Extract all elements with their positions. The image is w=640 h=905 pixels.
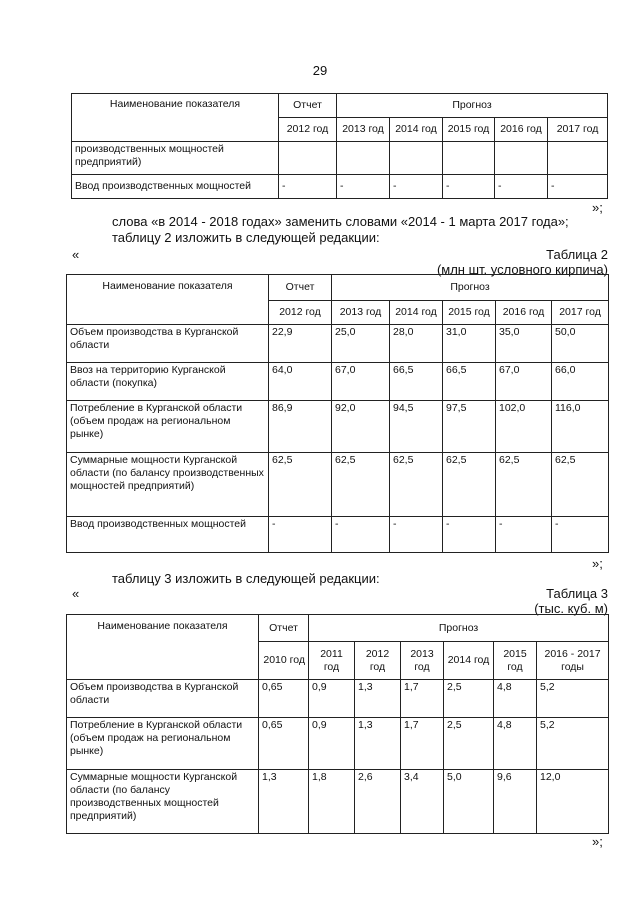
header-year: 2011 год (309, 642, 355, 680)
paragraph-3: таблицу 3 изложить в следующей редакции: (112, 571, 380, 586)
row-label: Потребление в Курганской области (объем продаж на региональном рынке) (67, 718, 259, 770)
paragraph-1: слова «в 2014 - 2018 годах» заменить словами «2014 - 1 марта 2017 года»; (112, 214, 569, 229)
table-row (67, 718, 609, 770)
table-3 (66, 614, 609, 834)
row-label: Объем производства в Курганской области (67, 325, 269, 363)
table-row (72, 175, 608, 199)
cell: 1,7 (401, 680, 444, 718)
cell: 0,9 (309, 680, 355, 718)
table-row (67, 680, 609, 718)
paragraph-2: таблицу 2 изложить в следующей редакции: (112, 230, 380, 245)
cell: 5,2 (537, 718, 609, 770)
header-year: 2016 год (495, 118, 548, 142)
table-2 (66, 274, 609, 553)
header-year: 2015 год (443, 301, 496, 325)
cell: 116,0 (552, 401, 609, 453)
cell: 1,3 (355, 718, 401, 770)
cell: 22,9 (269, 325, 332, 363)
cell: 2,5 (444, 718, 494, 770)
cell: - (390, 517, 443, 553)
cell: - (443, 517, 496, 553)
cell (443, 142, 495, 175)
cell: 62,5 (552, 453, 609, 517)
cell (390, 142, 443, 175)
table-row (67, 770, 609, 834)
closing-quote: »; (592, 834, 603, 849)
header-year: 2016 - 2017 годы (537, 642, 609, 680)
cell: 1,3 (355, 680, 401, 718)
page-number: 29 (312, 63, 328, 78)
open-quote: « (72, 586, 80, 601)
cell: 67,0 (332, 363, 390, 401)
cell: 92,0 (332, 401, 390, 453)
table-top (71, 93, 608, 199)
cell: - (496, 517, 552, 553)
cell: - (279, 175, 337, 199)
cell (548, 142, 608, 175)
header-year: 2012 год (279, 118, 337, 142)
cell: 0,9 (309, 718, 355, 770)
open-quote: « (72, 247, 80, 262)
cell (279, 142, 337, 175)
header-year: 2016 год (496, 301, 552, 325)
header-forecast: Прогноз (332, 275, 609, 301)
header-year: 2017 год (552, 301, 609, 325)
cell: 64,0 (269, 363, 332, 401)
cell (495, 142, 548, 175)
table-row (67, 363, 609, 401)
header-forecast: Прогноз (309, 615, 609, 642)
cell: 62,5 (443, 453, 496, 517)
table2-title: Таблица 2 (546, 247, 608, 262)
table-row (67, 401, 609, 453)
cell: 102,0 (496, 401, 552, 453)
closing-quote: »; (592, 556, 603, 571)
cell: - (390, 175, 443, 199)
cell: 3,4 (401, 770, 444, 834)
cell: 62,5 (269, 453, 332, 517)
header-forecast: Прогноз (337, 94, 608, 118)
table-row (67, 517, 609, 553)
row-label: Объем производства в Курганской области (67, 680, 259, 718)
cell: 35,0 (496, 325, 552, 363)
cell: 66,5 (443, 363, 496, 401)
cell: 62,5 (496, 453, 552, 517)
header-report: Отчет (279, 94, 337, 118)
cell: 2,6 (355, 770, 401, 834)
cell: 66,0 (552, 363, 609, 401)
cell: - (443, 175, 495, 199)
cell: - (548, 175, 608, 199)
header-year: 2012 год (355, 642, 401, 680)
header-name: Наименование показателя (67, 615, 259, 680)
cell: 1,7 (401, 718, 444, 770)
cell: 9,6 (494, 770, 537, 834)
table-row (67, 325, 609, 363)
cell: 12,0 (537, 770, 609, 834)
table2-unit: (млн шт. условного кирпича) (436, 262, 608, 277)
cell: 28,0 (390, 325, 443, 363)
row-label: Суммарные мощности Курганской области (по балансу производственных мощностей предприятий) (67, 453, 269, 517)
row-label: Ввод производственных мощностей (72, 175, 279, 199)
table-row (67, 453, 609, 517)
cell: 0,65 (259, 718, 309, 770)
cell: 4,8 (494, 680, 537, 718)
header-year: 2013 год (332, 301, 390, 325)
cell: - (332, 517, 390, 553)
closing-quote: »; (592, 200, 603, 215)
row-label: производственных мощностей предприятий) (72, 142, 279, 175)
cell: 5,0 (444, 770, 494, 834)
table3-title: Таблица 3 (546, 586, 608, 601)
cell: 1,3 (259, 770, 309, 834)
cell: 25,0 (332, 325, 390, 363)
header-year: 2017 год (548, 118, 608, 142)
cell: 0,65 (259, 680, 309, 718)
table3-unit: (тыс. куб. м) (534, 601, 608, 616)
header-year: 2015 год (494, 642, 537, 680)
header-report: Отчет (259, 615, 309, 642)
cell: - (269, 517, 332, 553)
header-name: Наименование показателя (72, 94, 279, 142)
header-year: 2013 год (337, 118, 390, 142)
cell: 31,0 (443, 325, 496, 363)
cell: 50,0 (552, 325, 609, 363)
cell: 94,5 (390, 401, 443, 453)
cell: 86,9 (269, 401, 332, 453)
header-year: 2010 год (259, 642, 309, 680)
cell (337, 142, 390, 175)
header-year: 2013 год (401, 642, 444, 680)
cell: 62,5 (390, 453, 443, 517)
header-name: Наименование показателя (67, 275, 269, 325)
cell: 5,2 (537, 680, 609, 718)
cell: 66,5 (390, 363, 443, 401)
cell: 4,8 (494, 718, 537, 770)
header-year: 2014 год (444, 642, 494, 680)
header-year: 2014 год (390, 301, 443, 325)
cell: 2,5 (444, 680, 494, 718)
row-label: Потребление в Курганской области (объем продаж на региональном рынке) (67, 401, 269, 453)
header-year: 2015 год (443, 118, 495, 142)
cell: 1,8 (309, 770, 355, 834)
row-label: Ввод производственных мощностей (67, 517, 269, 553)
cell: 97,5 (443, 401, 496, 453)
header-year: 2014 год (390, 118, 443, 142)
cell: - (337, 175, 390, 199)
cell: - (552, 517, 609, 553)
header-report: Отчет (269, 275, 332, 301)
header-year: 2012 год (269, 301, 332, 325)
table-row (72, 142, 608, 175)
row-label: Суммарные мощности Курганской области (по балансу производственных мощностей предприятий) (67, 770, 259, 834)
row-label: Ввоз на территорию Курганской области (покупка) (67, 363, 269, 401)
cell: 67,0 (496, 363, 552, 401)
cell: 62,5 (332, 453, 390, 517)
cell: - (495, 175, 548, 199)
